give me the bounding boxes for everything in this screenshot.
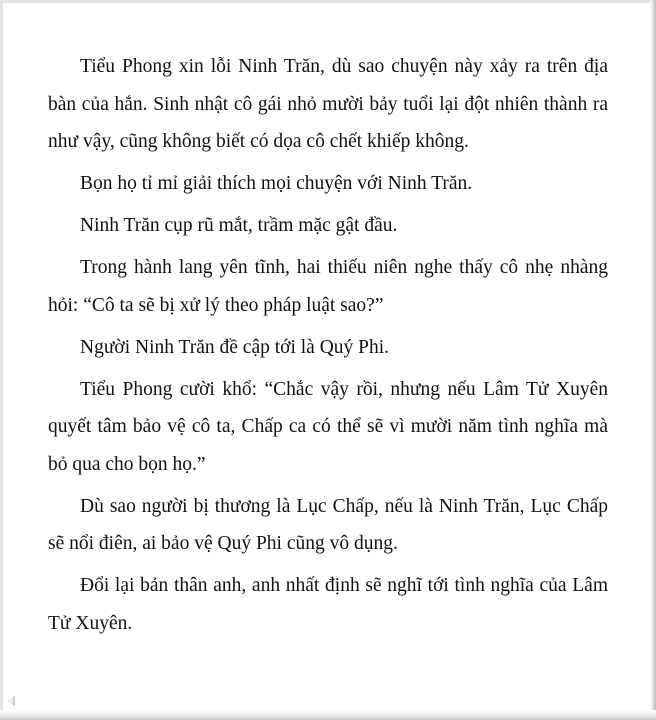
paragraph: Bọn họ tỉ mỉ giải thích mọi chuyện với Ninh Trăn. (80, 173, 473, 194)
page-shadow-bottom (0, 710, 656, 720)
page-border-top (0, 0, 656, 3)
paragraph: Tiểu Phong xin lỗi Ninh Trăn, dù sao chuyện này xảy ra trên địa bàn của hắn. Sinh nhật cô gái nhỏ mười bảy tuổi lại đột nhiên thành ra như vậy, cũng không biết có dọa cô chết khiếp không. (48, 56, 608, 152)
page-shadow-right (650, 0, 656, 720)
paragraph: Người Ninh Trăn đề cập tới là Quý Phi. (80, 336, 390, 358)
paragraph: Dù sao người bị thương là Lục Chấp, nếu là Ninh Trăn, Lục Chấp sẽ nổi điên, ai bảo vệ Quý Phi cũng vô dụng. (48, 495, 608, 554)
scroll-left-arrow-icon[interactable] (8, 696, 15, 706)
paragraph: Đổi lại bản thân anh, anh nhất định sẽ nghĩ tới tình nghĩa của Lâm Tử Xuyên. (48, 575, 608, 634)
page-border-left (0, 0, 3, 720)
paragraph: Tiểu Phong cười khổ: “Chắc vậy rồi, nhưng nếu Lâm Tử Xuyên quyết tâm bảo vệ cô ta, Chấp ca có thể sẽ vì mười năm tình nghĩa mà bỏ qua cho bọn họ.” (48, 378, 608, 475)
paragraph: Trong hành lang yên tĩnh, hai thiếu niên nghe thấy cô nhẹ nhàng hỏi: “Cô ta sẽ bị xử lý theo pháp luật sao?” (48, 257, 608, 316)
paragraph: Ninh Trăn cụp rũ mắt, trầm mặc gật đầu. (80, 215, 398, 236)
document-body (48, 48, 608, 647)
